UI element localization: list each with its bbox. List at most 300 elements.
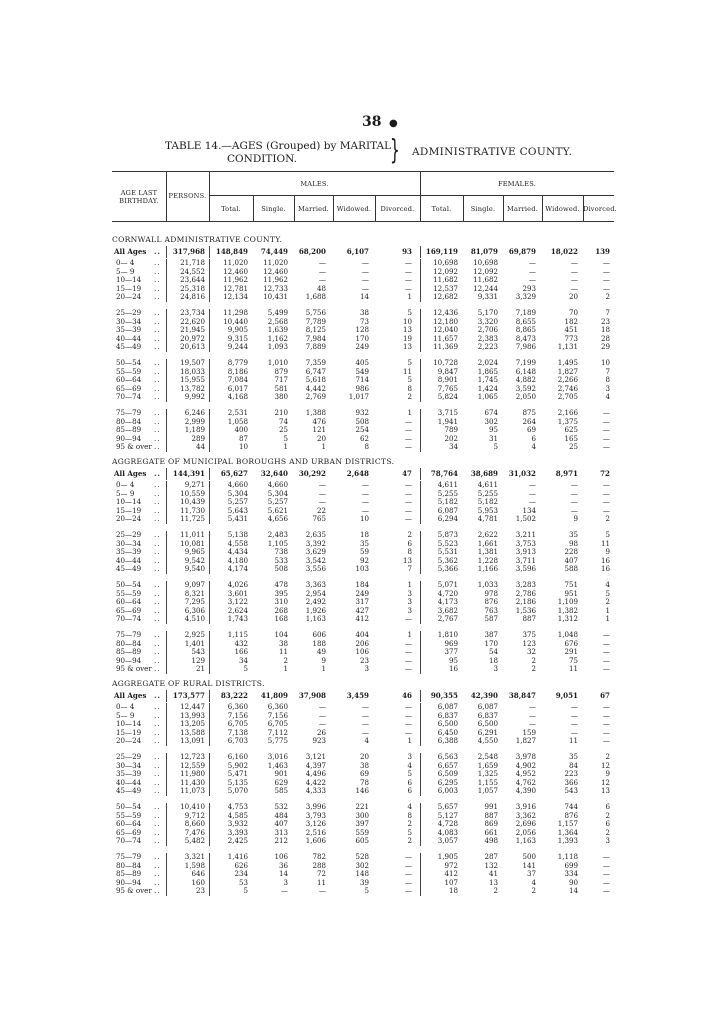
column-rule: [209, 870, 210, 879]
cell-females-divorced: 4: [605, 579, 610, 589]
column-rule: [420, 507, 421, 516]
cell-females-married: 3,362: [515, 810, 536, 820]
cell-persons: 173,577: [172, 691, 205, 700]
cell-males-widowed: 302: [355, 860, 369, 870]
cell-males-married: 765: [312, 514, 326, 524]
cell-males-single: 5,257: [267, 497, 288, 507]
cell-females-widowed: 1,131: [557, 342, 578, 352]
column-rule: [166, 581, 167, 590]
column-rule: [166, 359, 167, 368]
cell-males-total: 1,743: [227, 614, 248, 624]
cell-males-divorced: —: [404, 258, 412, 267]
cell-females-widowed: 165: [564, 433, 578, 443]
cell-males-total: 4,168: [227, 392, 248, 402]
cell-females-divorced: 2: [605, 751, 610, 761]
cell-females-widowed: —: [570, 727, 578, 737]
cell-males-married: 3,542: [305, 555, 326, 565]
cell-females-divorced: —: [602, 480, 610, 489]
cell-females-total: 6,509: [437, 769, 458, 779]
column-rule: [166, 812, 167, 821]
cell-females-divorced: —: [602, 497, 610, 507]
cell-females-divorced: 139: [595, 247, 610, 256]
column-rule: [420, 565, 421, 574]
age-label: 15—19: [116, 505, 142, 515]
column-rule: [166, 690, 167, 702]
column-rule: [420, 820, 421, 829]
column-rule: [420, 268, 421, 277]
column-rule: [420, 598, 421, 607]
cell-persons: 9,542: [184, 555, 205, 565]
cell-males-single: 25: [278, 425, 288, 435]
cell-females-widowed: 1,375: [557, 416, 578, 426]
cell-females-widowed: 2,746: [557, 383, 578, 393]
cell-females-widowed: 451: [564, 325, 578, 335]
cell-females-divorced: 2: [605, 827, 610, 837]
cell-females-total: 6,837: [437, 710, 458, 720]
column-rule: [209, 729, 210, 738]
column-rule: [166, 590, 167, 599]
column-rule: [420, 737, 421, 746]
cell-males-single: 11,962: [263, 275, 288, 285]
cell-females-single: 1,155: [477, 777, 498, 787]
age-label: 40—44: [116, 555, 142, 565]
cell-females-total: 10,698: [433, 258, 458, 267]
cell-males-married: 3,392: [305, 538, 326, 548]
column-rule: [209, 318, 210, 327]
cell-females-total: 789: [444, 425, 458, 435]
cell-females-total: 202: [444, 433, 458, 443]
cell-males-total: 5,304: [227, 488, 248, 498]
age-label: 65—69: [116, 827, 142, 837]
cell-persons: 543: [191, 647, 205, 657]
cell-females-single: 6,291: [477, 727, 498, 737]
cell-females-divorced: 2: [605, 810, 610, 820]
column-rule: [166, 615, 167, 624]
cell-males-married: 923: [312, 736, 326, 746]
cell-persons: 144,391: [172, 469, 205, 478]
cell-females-widowed: 182: [564, 316, 578, 326]
cell-females-married: —: [528, 719, 536, 729]
column-rule: [420, 557, 421, 566]
cell-males-married: 4,496: [305, 769, 326, 779]
cell-males-divorced: —: [404, 488, 412, 498]
cell-males-total: 11,962: [223, 275, 248, 285]
cell-males-married: —: [318, 258, 326, 267]
cell-females-divorced: 6: [605, 819, 610, 829]
cell-males-married: 6,747: [305, 366, 326, 376]
cell-males-single: 5,621: [267, 505, 288, 515]
table-row: [112, 293, 614, 302]
cell-females-single: 38,689: [470, 469, 498, 478]
cell-males-widowed: 405: [355, 357, 369, 367]
cell-persons: 24,552: [180, 266, 205, 276]
column-rule: [420, 837, 421, 846]
leader-dots: ..: [154, 836, 161, 846]
cell-males-total: 11,020: [223, 258, 248, 267]
cell-males-divorced: —: [404, 655, 412, 665]
age-label: 60—64: [116, 819, 142, 829]
column-rule: [420, 829, 421, 838]
cell-males-single: 212: [274, 836, 288, 846]
cell-females-total: 11,369: [433, 342, 458, 352]
cell-females-divorced: 13: [600, 786, 610, 796]
cell-males-divorced: —: [404, 727, 412, 737]
cell-females-married: 3,596: [515, 564, 536, 574]
column-rule: [420, 581, 421, 590]
cell-females-married: 31,032: [508, 469, 536, 478]
cell-males-single: 3: [283, 877, 288, 887]
cell-females-divorced: —: [602, 860, 610, 870]
leader-dots: ..: [154, 266, 161, 276]
cell-males-single: 7,112: [267, 727, 288, 737]
cell-males-widowed: 38: [359, 760, 369, 770]
cell-females-widowed: 366: [564, 777, 578, 787]
cell-females-total: 12,682: [433, 292, 458, 302]
age-label: 75—79: [116, 407, 142, 417]
column-rule: [209, 268, 210, 277]
cell-females-widowed: 334: [564, 869, 578, 879]
column-rule: [420, 498, 421, 507]
table-title-line-1: TABLE 14.—AGES (Grouped) by MARITAL: [165, 140, 392, 152]
cell-females-single: 2: [493, 886, 498, 896]
cell-males-widowed: 206: [355, 638, 369, 648]
cell-males-widowed: —: [361, 266, 369, 276]
column-rule: [209, 803, 210, 812]
cell-females-widowed: 588: [564, 564, 578, 574]
cell-males-divorced: 7: [407, 564, 412, 574]
cell-males-widowed: 146: [355, 786, 369, 796]
cell-males-single: 478: [274, 579, 288, 589]
cell-males-divorced: —: [404, 497, 412, 507]
cell-males-divorced: 6: [407, 777, 412, 787]
cell-females-single: 1,659: [477, 760, 498, 770]
cell-males-total: 12,781: [223, 283, 248, 293]
cell-males-married: —: [318, 480, 326, 489]
age-label: 45—49: [116, 342, 142, 352]
cell-males-divorced: 3: [407, 605, 412, 615]
cell-females-total: 16: [448, 664, 458, 674]
cell-females-divorced: 4: [605, 392, 610, 402]
column-rule: [209, 435, 210, 444]
age-label: 60—64: [116, 597, 142, 607]
cell-females-widowed: 75: [568, 655, 578, 665]
column-rule: [166, 393, 167, 402]
column-rule: [166, 259, 167, 268]
cell-males-single: 5,499: [267, 307, 288, 317]
cell-males-married: —: [318, 266, 326, 276]
cell-males-widowed: 932: [355, 407, 369, 417]
age-label: 75—79: [116, 629, 142, 639]
cell-males-total: 4,660: [227, 480, 248, 489]
cell-persons: 23: [195, 886, 205, 896]
cell-persons: 9,965: [184, 547, 205, 557]
cell-males-total: 148,849: [215, 247, 248, 256]
column-rule: [420, 548, 421, 557]
cell-males-total: 5,643: [227, 505, 248, 515]
age-label: 50—54: [116, 357, 142, 367]
cell-females-married: 375: [522, 629, 536, 639]
age-label: 5— 9: [116, 710, 135, 720]
column-rule: [166, 507, 167, 516]
column-rule: [166, 376, 167, 385]
leader-dots: ..: [154, 547, 161, 557]
cell-females-widowed: 291: [564, 647, 578, 657]
column-rule: [420, 729, 421, 738]
age-label: 20—24: [116, 292, 142, 302]
cell-males-single: 484: [274, 810, 288, 820]
cell-females-single: 5: [493, 442, 498, 452]
table-title-line-2: CONDITION.: [227, 153, 298, 165]
cell-females-divorced: —: [602, 702, 610, 711]
cell-males-widowed: 5: [364, 886, 369, 896]
cell-females-widowed: 35: [568, 751, 578, 761]
column-rule: [209, 293, 210, 302]
age-label: 0— 4: [116, 258, 135, 267]
table-section: [112, 677, 614, 896]
cell-persons: 7,476: [184, 827, 205, 837]
leader-dots: ..: [154, 614, 161, 624]
cell-males-married: 4,333: [305, 786, 326, 796]
cell-persons: 19,507: [180, 357, 205, 367]
cell-females-total: 11,682: [433, 275, 458, 285]
cell-males-divorced: 5: [407, 357, 412, 367]
column-rule: [420, 657, 421, 666]
cell-females-widowed: 1,109: [557, 597, 578, 607]
cell-females-total: 969: [444, 638, 458, 648]
column-rule: [420, 762, 421, 771]
cell-males-single: 2,568: [267, 316, 288, 326]
cell-females-married: 8,865: [515, 325, 536, 335]
column-rule: [166, 712, 167, 721]
cell-males-total: 5,471: [227, 769, 248, 779]
cell-males-widowed: 221: [355, 801, 369, 811]
cell-females-widowed: 676: [564, 638, 578, 648]
cell-females-total: 972: [444, 860, 458, 870]
cell-females-divorced: 7: [605, 366, 610, 376]
column-rule: [209, 426, 210, 435]
cell-females-divorced: 16: [600, 555, 610, 565]
cell-persons: 23,734: [180, 307, 205, 317]
cell-males-divorced: 6: [407, 538, 412, 548]
column-rule: [420, 779, 421, 788]
column-rule: [420, 368, 421, 377]
cell-females-divorced: —: [602, 442, 610, 452]
header-females-widowed: Widowed.: [545, 205, 580, 213]
column-rule: [166, 779, 167, 788]
header-males-total: Total.: [221, 205, 241, 213]
cell-males-total: 166: [234, 647, 248, 657]
cell-females-total: 5,523: [437, 538, 458, 548]
column-rule: [420, 615, 421, 624]
column-rule: [209, 648, 210, 657]
column-rule: [166, 326, 167, 335]
cell-males-married: 7,359: [305, 357, 326, 367]
cell-males-single: 210: [274, 407, 288, 417]
cell-females-single: 13: [488, 877, 498, 887]
cell-males-divorced: 1: [407, 629, 412, 639]
cell-females-total: 6,003: [437, 786, 458, 796]
cell-females-widowed: 543: [564, 786, 578, 796]
cell-persons: 8,321: [184, 588, 205, 598]
age-label: 70—74: [116, 614, 142, 624]
cell-males-total: 4,753: [227, 801, 248, 811]
leader-dots: ..: [154, 480, 161, 489]
column-rule: [420, 259, 421, 268]
cell-females-widowed: 625: [564, 425, 578, 435]
cell-persons: 2,925: [184, 629, 205, 639]
cell-persons: 160: [191, 877, 205, 887]
leader-dots: ..: [154, 819, 161, 829]
column-rule: [420, 343, 421, 352]
leader-dots: ..: [154, 702, 161, 711]
cell-males-single: 879: [274, 366, 288, 376]
leader-dots: ..: [154, 605, 161, 615]
cell-persons: 24,816: [180, 292, 205, 302]
cell-females-widowed: 744: [564, 801, 578, 811]
column-rule: [166, 490, 167, 499]
cell-males-widowed: 128: [355, 325, 369, 335]
column-rule: [166, 276, 167, 285]
column-rule: [166, 468, 167, 480]
column-rule: [209, 481, 210, 490]
age-label: 0— 4: [116, 702, 135, 711]
cell-males-total: 4,026: [227, 579, 248, 589]
cell-males-married: 188: [312, 638, 326, 648]
cell-females-widowed: 11: [568, 736, 578, 746]
cell-females-widowed: —: [570, 488, 578, 498]
leader-dots: ..: [154, 247, 161, 256]
age-label: All Ages: [114, 247, 147, 256]
cell-females-married: 4: [531, 442, 536, 452]
column-rule: [420, 770, 421, 779]
cell-males-total: 2,624: [227, 605, 248, 615]
cell-males-total: 5,135: [227, 777, 248, 787]
cell-females-divorced: 72: [600, 469, 610, 478]
cell-males-divorced: 1: [407, 736, 412, 746]
cell-males-widowed: 1,017: [348, 392, 369, 402]
age-label: 50—54: [116, 801, 142, 811]
cell-persons: 8,660: [184, 819, 205, 829]
cell-males-widowed: 148: [355, 869, 369, 879]
cell-males-single: 532: [274, 801, 288, 811]
table-row: [112, 665, 614, 674]
cell-males-total: 234: [234, 869, 248, 879]
table-row: [112, 837, 614, 846]
cell-males-total: 11,298: [223, 307, 248, 317]
cell-males-single: 38: [278, 638, 288, 648]
cell-females-divorced: 3: [605, 383, 610, 393]
cell-males-divorced: 8: [407, 810, 412, 820]
age-label: 65—69: [116, 605, 142, 615]
cell-males-total: 1,416: [227, 851, 248, 861]
age-label: 30—34: [116, 316, 142, 326]
cell-females-single: 587: [484, 614, 498, 624]
cell-females-married: 293: [522, 283, 536, 293]
header-persons: PERSONS.: [168, 192, 207, 200]
column-rule: [166, 729, 167, 738]
column-rule: [166, 753, 167, 762]
cell-females-total: 1,905: [437, 851, 458, 861]
cell-females-widowed: 14: [568, 886, 578, 896]
cell-males-total: 9,315: [227, 333, 248, 343]
cell-persons: 289: [191, 433, 205, 443]
cell-males-widowed: —: [361, 480, 369, 489]
cell-males-married: —: [318, 275, 326, 285]
cell-females-married: 264: [522, 416, 536, 426]
cell-males-widowed: 549: [355, 366, 369, 376]
cell-persons: 10,081: [180, 538, 205, 548]
cell-males-widowed: 35: [359, 538, 369, 548]
cell-persons: 129: [191, 655, 205, 665]
cell-persons: 12,447: [180, 702, 205, 711]
cell-females-divorced: 12: [600, 760, 610, 770]
cell-males-total: 4,180: [227, 555, 248, 565]
cell-males-total: 9,905: [227, 325, 248, 335]
cell-females-divorced: 2: [605, 292, 610, 302]
cell-males-single: 1,093: [267, 342, 288, 352]
column-rule: [209, 590, 210, 599]
cell-females-widowed: —: [570, 258, 578, 267]
column-rule: [209, 276, 210, 285]
cell-females-single: 3: [493, 664, 498, 674]
cell-females-single: 42,390: [470, 691, 498, 700]
cell-males-single: 11: [278, 647, 288, 657]
cell-females-married: 6,148: [515, 366, 536, 376]
leader-dots: ..: [154, 564, 161, 574]
cell-males-total: 12,134: [223, 292, 248, 302]
cell-females-divorced: 7: [605, 307, 610, 317]
cell-females-widowed: 773: [564, 333, 578, 343]
cell-males-married: 2,492: [305, 597, 326, 607]
cell-males-widowed: 404: [355, 629, 369, 639]
cell-males-single: 5,304: [267, 488, 288, 498]
column-rule: [420, 385, 421, 394]
cell-males-married: 72: [316, 869, 326, 879]
column-rule: [420, 853, 421, 862]
cell-females-widowed: 1,118: [557, 851, 578, 861]
cell-females-widowed: 9: [573, 514, 578, 524]
cell-persons: 10,559: [180, 488, 205, 498]
age-label: 80—84: [116, 860, 142, 870]
cell-males-divorced: 5: [407, 307, 412, 317]
cell-females-married: 2,696: [515, 819, 536, 829]
cell-males-widowed: 2,648: [346, 469, 369, 478]
cell-females-divorced: —: [602, 655, 610, 665]
leader-dots: ..: [154, 827, 161, 837]
cell-males-divorced: —: [404, 664, 412, 674]
cell-females-single: 1,065: [477, 392, 498, 402]
cell-males-single: 32,640: [260, 469, 288, 478]
cell-males-widowed: 508: [355, 416, 369, 426]
cell-females-divorced: 23: [600, 316, 610, 326]
cell-males-married: 5,756: [305, 307, 326, 317]
cell-males-divorced: —: [404, 851, 412, 861]
cell-females-married: 3,913: [515, 547, 536, 557]
cell-males-married: 37,908: [298, 691, 326, 700]
column-rule: [209, 703, 210, 712]
cell-females-total: 1,810: [437, 629, 458, 639]
cell-females-single: 2,706: [477, 325, 498, 335]
age-label: 15—19: [116, 283, 142, 293]
cell-males-married: 3,121: [305, 751, 326, 761]
cell-persons: 22,620: [180, 316, 205, 326]
cell-females-widowed: 35: [568, 529, 578, 539]
cell-males-married: 3,629: [305, 547, 326, 557]
cell-males-total: 6,160: [227, 751, 248, 761]
cell-females-single: 991: [484, 801, 498, 811]
column-rule: [420, 531, 421, 540]
cell-males-married: 7,984: [305, 333, 326, 343]
